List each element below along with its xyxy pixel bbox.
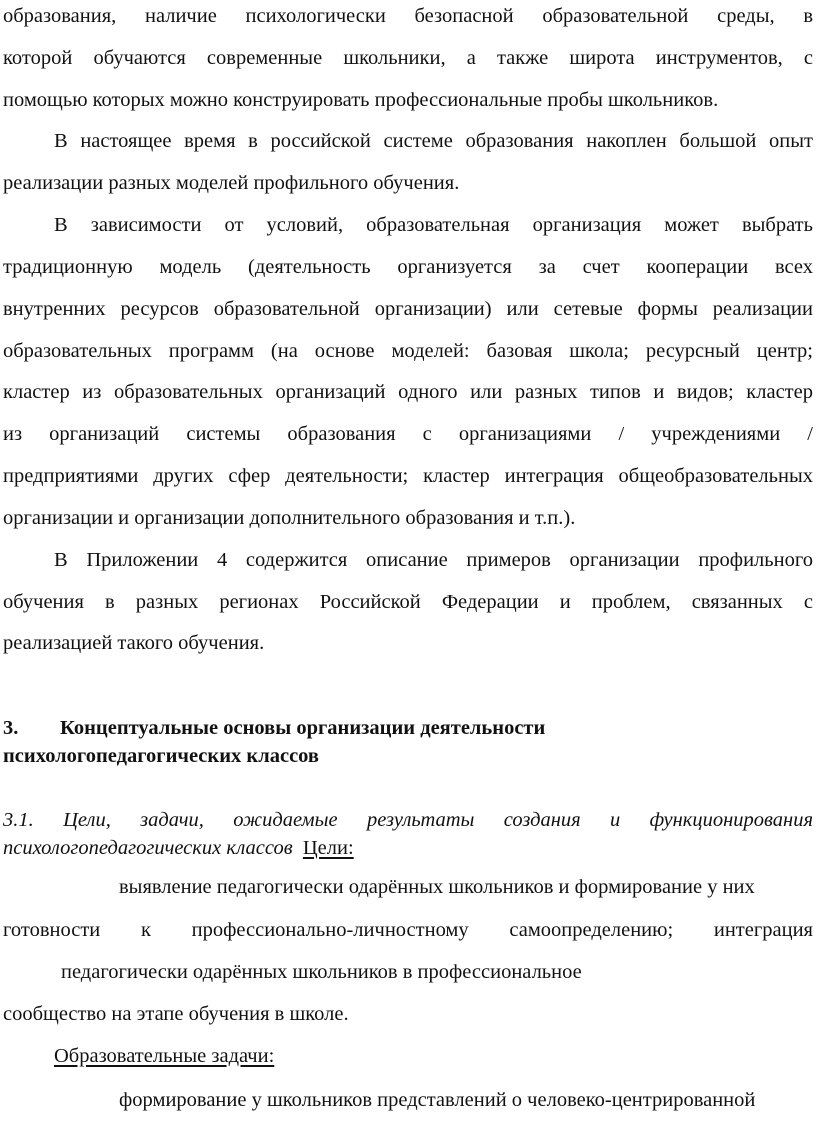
paragraph-3-line-5: кластер из образовательных организаций одного или разных типов и видов; кластер bbox=[3, 381, 813, 403]
paragraph-1-line-2: которой обучаются современные школьники, а также широта инструментов, с bbox=[3, 47, 813, 69]
paragraph-3-line-6: из организаций системы образования с организациями / учреждениями / bbox=[3, 423, 813, 445]
paragraph-4-line-3: реализацией такого обучения. bbox=[3, 632, 265, 654]
section-title-line-2: психологопедагогических классов bbox=[3, 745, 319, 767]
paragraph-4-line-1: В Приложении 4 содержится описание примеров организации профильного bbox=[54, 549, 813, 571]
goals-line-1: выявление педагогически одарённых школьников и формирование у них bbox=[119, 876, 755, 898]
paragraph-2-line-2: реализации разных моделей профильного обучения. bbox=[3, 172, 460, 194]
paragraph-3-line-1: В зависимости от условий, образовательная организация может выбрать bbox=[54, 214, 813, 236]
section-number: 3. bbox=[3, 717, 19, 739]
goals-line-3: педагогически одарённых школьников в профессиональное bbox=[61, 961, 582, 983]
paragraph-3-line-8: организации и организации дополнительного образования и т.п.). bbox=[3, 507, 576, 529]
section-title-line-1: Концептуальные основы организации деятельности bbox=[60, 717, 546, 739]
paragraph-3-line-3: внутренних ресурсов образовательной организации) или сетевые формы реализации bbox=[3, 298, 813, 320]
paragraph-2-line-1: В настоящее время в российской системе образования накоплен большой опыт bbox=[54, 130, 813, 152]
paragraph-1-line-1: образования, наличие психологически безопасной образовательной среды, в bbox=[3, 5, 813, 27]
goals-line-4: сообщество на этапе обучения в школе. bbox=[3, 1003, 349, 1025]
goals-line-2: готовности к профессионально-личностному самоопределению; интеграция bbox=[3, 919, 813, 941]
subsection-title-line-1: 3.1. Цели, задачи, ожидаемые результаты создания и функционирования bbox=[3, 809, 813, 831]
edu-tasks-line-1: формирование у школьников представлений о человеко-центрированной bbox=[119, 1089, 756, 1111]
paragraph-1-line-3: помощью которых можно конструировать профессиональные пробы школьников. bbox=[3, 89, 719, 111]
paragraph-3-line-2: традиционную модель (деятельность организуется за счет кооперации всех bbox=[3, 256, 813, 278]
subsection-title-line-2: психологопедагогических классов bbox=[3, 837, 293, 859]
paragraph-4-line-2: обучения в разных регионах Российской Федерации и проблем, связанных с bbox=[3, 591, 813, 613]
subsection-title-line-2-wrap bbox=[3, 836, 354, 860]
paragraph-3-line-4: образовательных программ (на основе моделей: базовая школа; ресурсный центр; bbox=[3, 340, 813, 362]
edu-tasks-label: Образовательные задачи: bbox=[54, 1045, 275, 1067]
paragraph-3-line-7: предприятиями других сфер деятельности; кластер интеграция общеобразовательных bbox=[3, 465, 813, 487]
goals-label: Цели: bbox=[302, 837, 354, 859]
